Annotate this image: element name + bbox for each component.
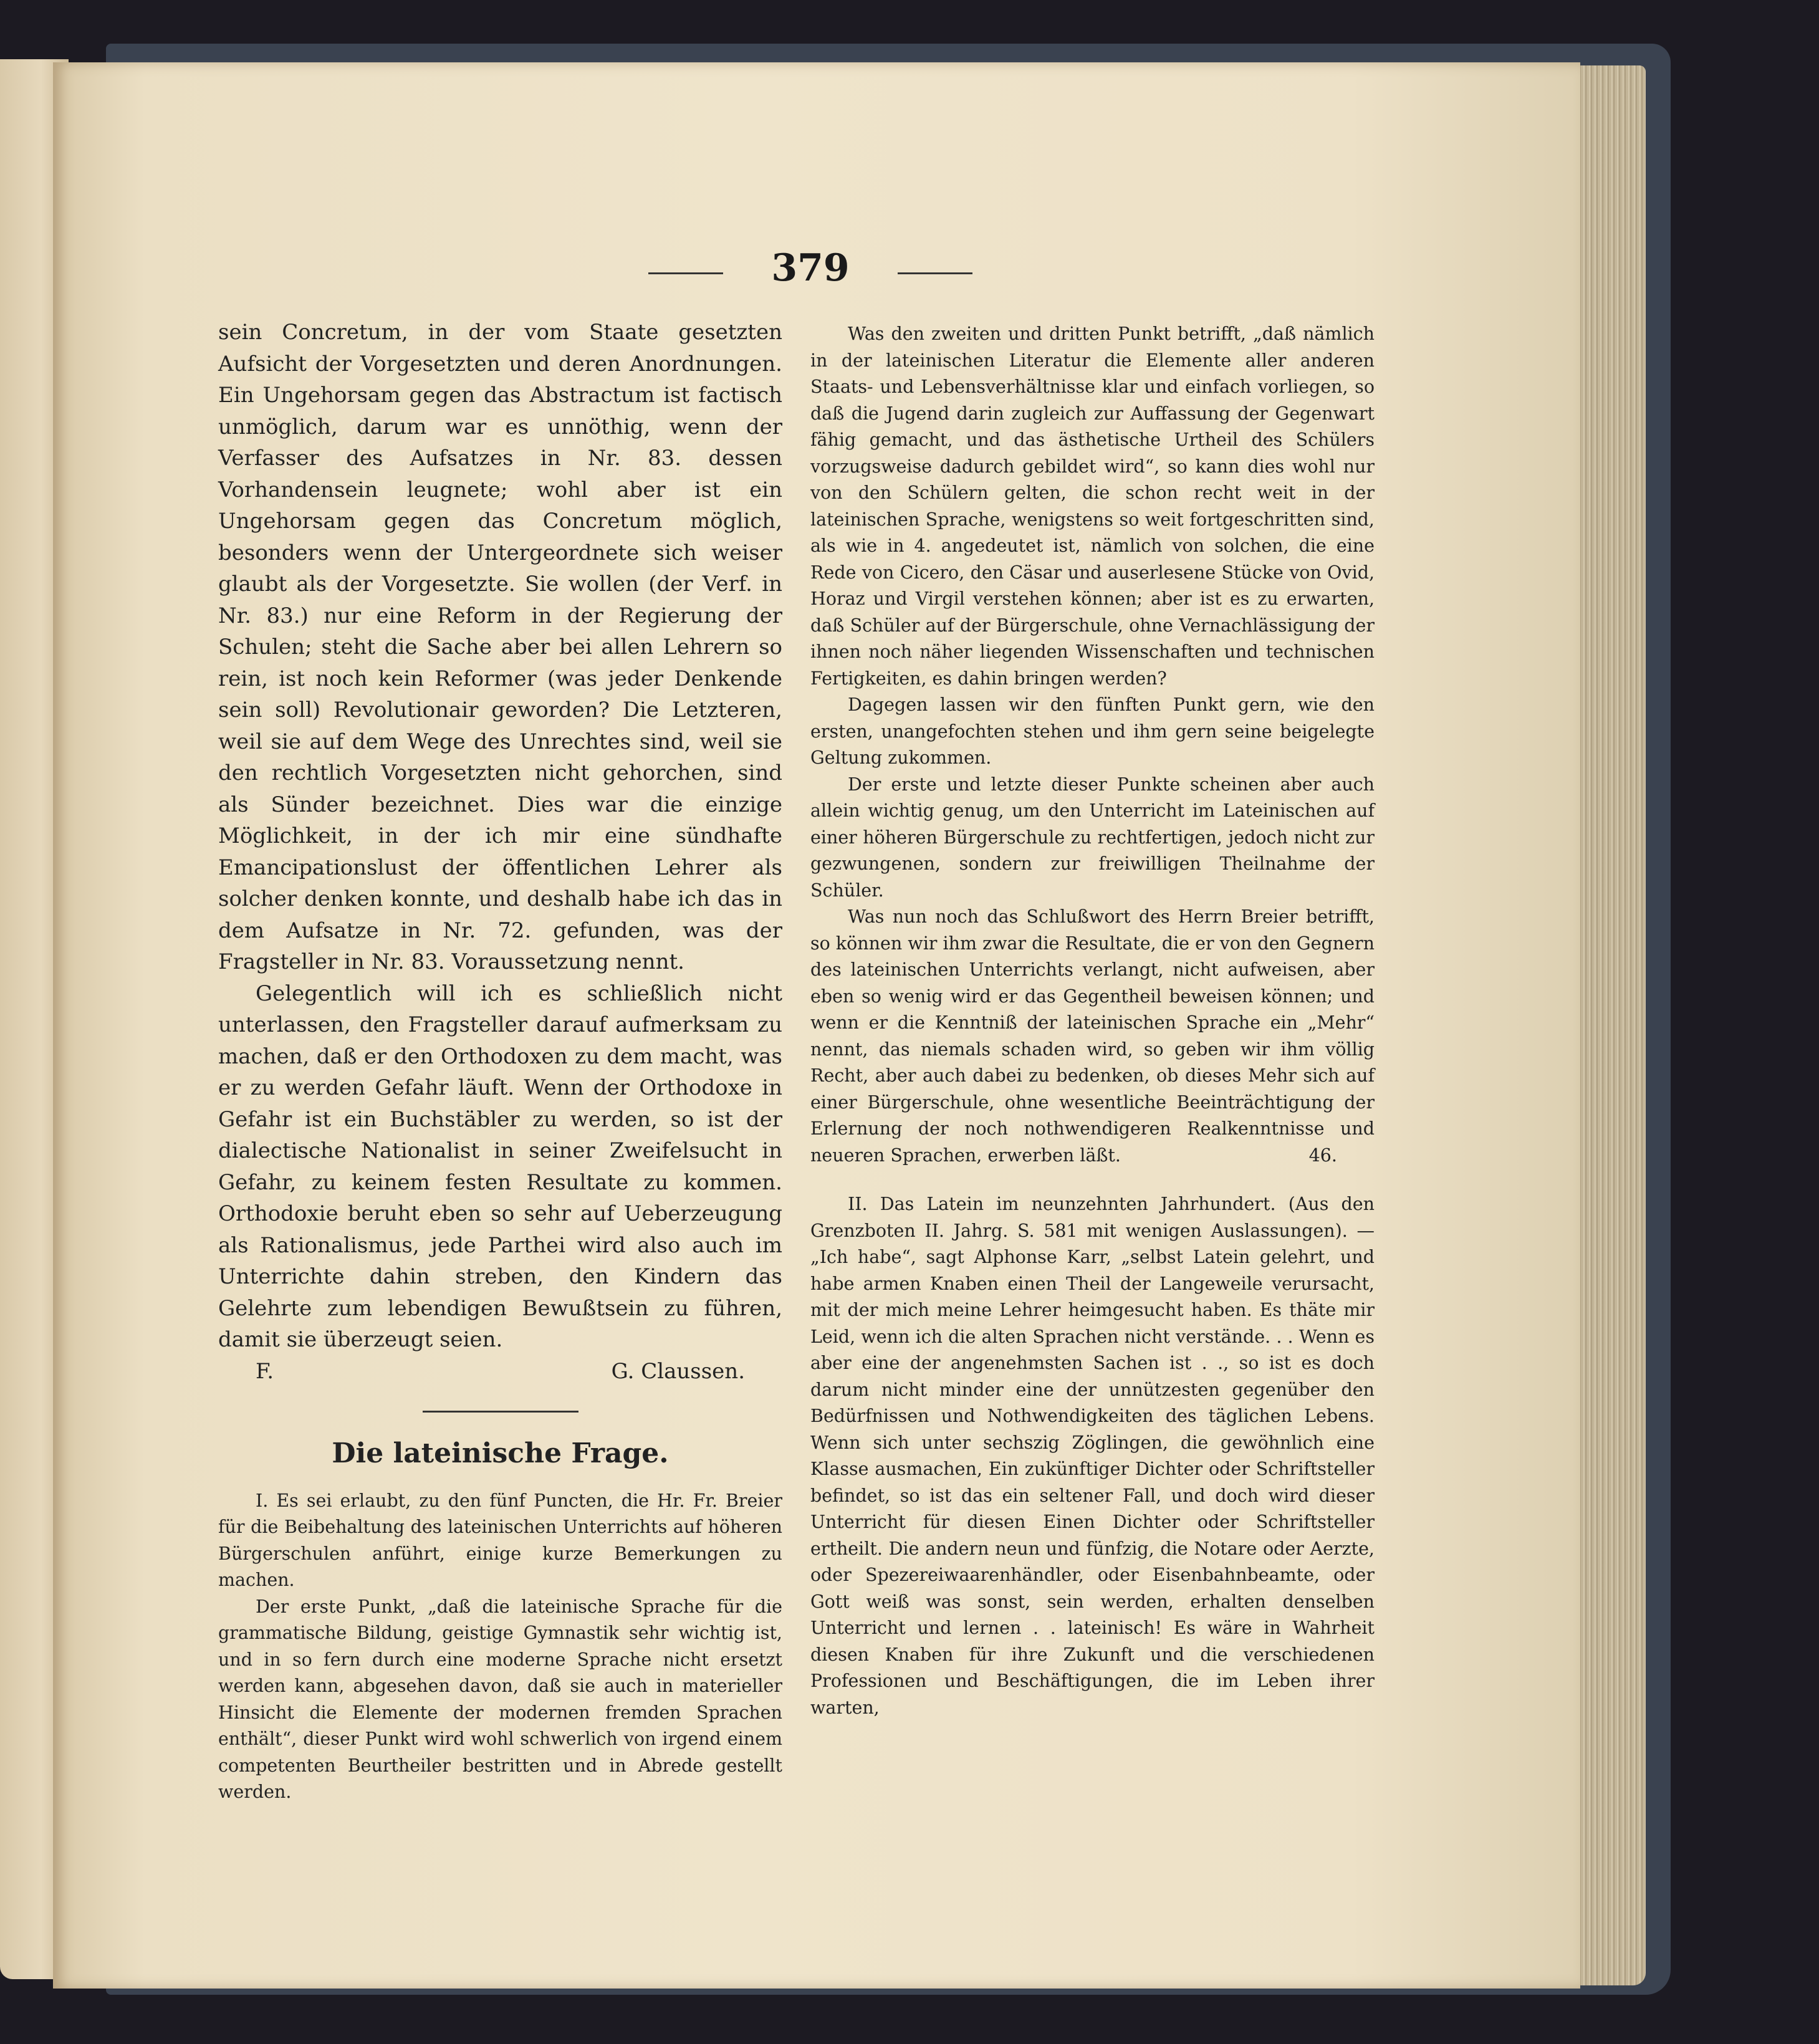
page-header [648,246,972,302]
left-column [218,317,782,1806]
paragraph: Was den zweiten und dritten Punkt betrifft, „daß nämlich in der lateinischen Literatur die Elemente aller anderen Staats- und Lebensverhältnisse klar und einfach vorliegen, so daß die Jugend darin zugleich zur Auffassung der Gegenwart fähig gemacht, und das ästhetische Urtheil des Schülers vorzugsweise dadurch gebildet wird“, so kann dies wohl nur von den Schülern gelten, die schon recht weit in der lateinischen Sprache, wenigstens so weit fortgeschritten sind, als wie in 4. angedeutet ist, nämlich von solchen, die eine Rede von Cicero, den Cäsar und auserlesene Stücke von Ovid, Horaz und Virgil verstehen können; aber ist es zu erwarten, daß Schüler auf der Bürgerschule, ohne Vernachlässigung der ihnen noch näher liegenden Wissenschaften und technischen Fertigkeiten, es dahin bringen werden? [810,324,1375,689]
header-rule-right [898,272,972,274]
spacer [810,1169,1375,1191]
paragraph [810,904,1375,1169]
paragraph: I. Es sei erlaubt, zu den fünf Puncten, die Hr. Fr. Breier für die Beibehaltung des lateinischen Unterrichts auf höheren Bürgerschulen anführt, einige kurze Bemerkungen zu machen. [218,1490,782,1590]
signature-name: G. Claussen. [611,1358,745,1384]
section-title: Die lateinische Frage. [332,1437,669,1469]
page-number: 379 [771,246,850,290]
paragraph: sein Concretum, in der vom Staate gesetzten Aufsicht der Vorgesetzten und deren Anordnungen. Ein Ungehorsam gegen das Abstractum ist factisch unmöglich, darum war es unnöthig, wenn der Verfasser des Aufsatzes in Nr. 83. dessen Vorhandensein leugnete; wohl aber ist ein Ungehorsam gegen das Concretum möglich, besonders wenn der Untergeordnete sich weiser glaubt als der Vorgesetzte. Sie wollen (der Verf. in Nr. 83.) nur eine Reform in der Regierung der Schulen; steht die Sache aber bei allen Lehrern so rein, ist noch kein Reformer (was jeder Denkende sein soll) Revolutionair geworden? Die Letzteren, weil sie auf dem Wege des Unrechtes sind, weil sie den rechtlich Vorgesetzten nicht gehorchen, sind als Sünder bezeichnet. Dies war die einzige Möglichkeit, in der ich mir eine sündhafte Emancipationslust der öffentlichen Lehrer als solcher denken konnte, und deshalb habe ich das in dem Aufsatze in Nr. 72. gefunden, was der Fragsteller in Nr. 83. Voraussetzung nennt. [218,320,782,974]
page-edges [1571,65,1646,1985]
section-divider [423,1411,578,1413]
contributor-number: 46. [1308,1144,1337,1166]
paragraph: Gelegentlich will ich es schließlich nicht unterlassen, den Fragsteller darauf aufmerksam zu machen, daß er den Orthodoxen zu dem macht, was er zu werden Gefahr läuft. Wenn der Orthodoxe in Gefahr ist ein Buchstäbler zu werden, so ist der dialectische Nationalist in seiner Zweifelsucht in Gefahr, zu keinem festen Resultate zu kommen. Orthodoxie beruht eben so sehr auf Ueberzeugung als Rationalismus, jede Parthei wird also auch im Unterrichte dahin streben, den Kindern das Gelehrte zum lebendigen Bewußtsein zu führen, damit sie überzeugt seien. [218,981,782,1352]
paragraph: Der erste Punkt, „daß die lateinische Sprache für die grammatische Bildung, geistige Gymnastik sehr wichtig ist, und in so fern durch eine moderne Sprache nicht ersetzt werden kann, abgesehen davon, daß sie auch in materieller Hinsicht die Elemente der modernen fremden Sprachen enthält“, dieser Punkt wird wohl schwerlich von irgend einem competenten Beurtheiler bestritten und in Abrede gestellt werden. [218,1596,782,1802]
paragraph: II. Das Latein im neunzehnten Jahrhundert. (Aus den Grenzboten II. Jahrg. S. 581 mit wenigen Auslassungen). — „Ich habe“, sagt Alphonse Karr, „selbst Latein gelehrt, und habe armen Knaben einen Theil der Langeweile verursacht, mit der mich meine Lehrer heimgesucht haben. Es thäte mir Leid, wenn ich die alten Sprachen nicht verstände. . . Wenn es aber eine der angenehmsten Sachen ist . ., so ist es doch darum nicht minder eine der unnützesten gegenüber den Bedürfnissen und Nothwendigkeiten des täglichen Lebens. Wenn sich unter sechszig Zöglingen, die gewöhnlich eine Klasse ausmachen, Ein zukünftiger Dichter oder Schriftsteller befindet, so ist das ein seltener Fall, und doch wird dieser Unterricht für diesen Einen Dichter oder Schriftsteller ertheilt. Die andern neun und fünfzig, die Notare oder Aerzte, oder Spezereiwaarenhändler, oder Eisenbahnbeamte, oder Gott weiß was sonst, sein werden, erhalten denselben Unterricht und lernen . . lateinisch! Es wäre in Wahrheit diesen Knaben für ihre Zukunft und die verschiedenen Professionen und Beschäftigungen, die im Leben ihrer warten, [810,1194,1375,1718]
signature-initial: F. [256,1358,274,1384]
paragraph: Dagegen lassen wir den fünften Punkt gern, wie den ersten, unangefochten stehen und ihm gern seine beigelegte Geltung zukommen. [810,694,1375,768]
signature [218,1356,782,1387]
right-column [810,321,1375,1721]
paragraph: Der erste und letzte dieser Punkte scheinen aber auch allein wichtig genug, um den Unterricht im Lateinischen auf einer höheren Bürgerschule zu rechtfertigen, jedoch nicht zur gezwungenen, sondern zur freiwilligen Theilnahme der Schüler. [810,774,1375,901]
paragraph-text: Was nun noch das Schlußwort des Herrn Breier betrifft, so können wir ihm zwar die Resultate, die er von den Gegnern des lateinischen Unterrichts verlangt, nicht aufweisen, aber eben so wenig wird er das Gegentheil beweisen können; und wenn er die Kenntniß der lateinischen Sprache ein „Mehr“ nennt, das niemals schaden wird, so geben wir ihm völlig Recht, aber auch dabei zu bedenken, ob dieses Mehr sich auf einer Bürgerschule, ohne wesentliche Beeinträchtigung der Erlernung der noch nothwendigeren Realkenntnisse und neueren Sprachen, erwerben läßt. [810,906,1375,1166]
